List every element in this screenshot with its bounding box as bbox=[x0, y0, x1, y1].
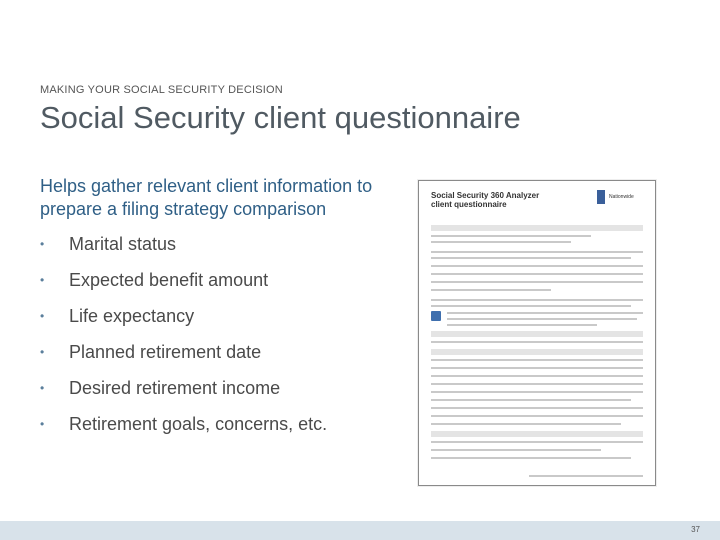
form-line bbox=[431, 241, 571, 243]
bullet-text: Marital status bbox=[69, 234, 177, 254]
form-section-bar bbox=[431, 331, 643, 337]
bullet-text: Expected benefit amount bbox=[69, 270, 269, 290]
form-line bbox=[431, 415, 643, 417]
bullet-icon: • bbox=[40, 309, 45, 323]
slide-subtitle: Helps gather relevant client information to prepare a filing strategy comparison bbox=[40, 176, 373, 219]
bullet-item bbox=[40, 234, 327, 270]
form-line bbox=[431, 457, 631, 459]
form-line bbox=[431, 423, 621, 425]
form-line bbox=[431, 299, 643, 301]
bullet-icon: • bbox=[40, 237, 45, 251]
form-line bbox=[529, 475, 643, 477]
slide-eyebrow: MAKING YOUR SOCIAL SECURITY DECISION bbox=[40, 84, 283, 96]
form-line bbox=[431, 265, 643, 267]
form-line bbox=[447, 324, 597, 326]
form-line bbox=[431, 273, 643, 275]
bullet-item bbox=[40, 378, 327, 414]
form-line bbox=[431, 235, 591, 237]
form-line bbox=[431, 391, 643, 393]
questionnaire-thumbnail bbox=[418, 180, 656, 486]
questionnaire-title: Social Security 360 Analyzer client questionnaire bbox=[431, 191, 540, 209]
bullet-list bbox=[40, 234, 327, 450]
form-line bbox=[447, 318, 637, 320]
form-line bbox=[431, 257, 631, 259]
footer-bar bbox=[0, 521, 720, 540]
form-line bbox=[447, 312, 643, 314]
form-line bbox=[431, 399, 631, 401]
bullet-item bbox=[40, 414, 327, 450]
bullet-icon: • bbox=[40, 345, 45, 359]
form-line bbox=[431, 359, 643, 361]
form-line bbox=[431, 441, 643, 443]
bullet-text: Retirement goals, concerns, etc. bbox=[69, 414, 328, 434]
bullet-item bbox=[40, 270, 327, 306]
page-number: 37 bbox=[691, 525, 700, 534]
bullet-item bbox=[40, 342, 327, 378]
form-line bbox=[431, 367, 643, 369]
form-section-bar bbox=[431, 225, 643, 231]
form-line bbox=[431, 289, 551, 291]
bullet-icon: • bbox=[40, 381, 45, 395]
form-line bbox=[431, 449, 601, 451]
form-line bbox=[431, 305, 631, 307]
form-section-bar bbox=[431, 349, 643, 355]
form-line bbox=[431, 281, 643, 283]
bullet-icon: • bbox=[40, 417, 45, 431]
form-line bbox=[431, 383, 643, 385]
slide-title: Social Security client questionnaire bbox=[40, 100, 521, 135]
logo-text: Nationwide bbox=[609, 194, 634, 200]
bullet-icon: • bbox=[40, 273, 45, 287]
bullet-text: Life expectancy bbox=[69, 306, 195, 326]
form-line bbox=[431, 407, 643, 409]
form-section-bar bbox=[431, 431, 643, 437]
form-line bbox=[431, 341, 643, 343]
bullet-text: Desired retirement income bbox=[69, 378, 281, 398]
form-line bbox=[431, 375, 643, 377]
form-line bbox=[431, 251, 643, 253]
nationwide-logo-icon bbox=[597, 190, 605, 204]
bullet-item bbox=[40, 306, 327, 342]
document-icon bbox=[431, 311, 441, 321]
bullet-text: Planned retirement date bbox=[69, 342, 262, 362]
